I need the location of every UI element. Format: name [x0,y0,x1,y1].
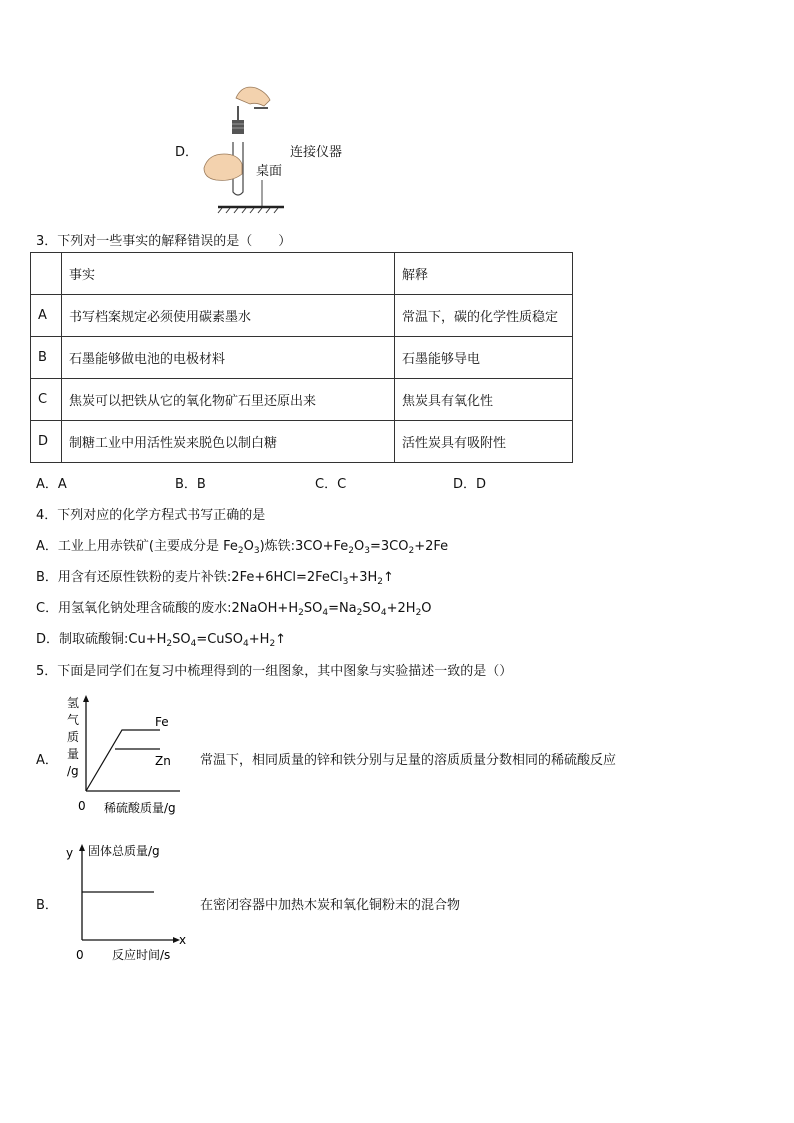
graph-b-origin: 0 [76,948,84,962]
upper-hand-icon [236,87,270,106]
rubber-stopper-icon [232,120,244,134]
row-explain: 石墨能够导电 [395,337,573,379]
table-row [31,379,573,421]
q3-choice-d[interactable]: D．D [453,477,487,492]
graph-a [60,693,200,823]
table-header-cell: 解释 [395,253,573,295]
caption-connect: 连接仪器 [290,145,343,160]
row-key: A [31,295,62,337]
row-fact: 书写档案规定必须使用碳素墨水 [62,295,395,337]
table-row [31,337,573,379]
graph-a-ylabel-char: 质 [67,730,80,744]
caption-desk: 桌面 [256,164,283,179]
graph-a-xlabel: 稀硫酸质量/g [104,801,176,815]
arrow-up-icon [83,695,89,702]
row-explain: 常温下，碳的化学性质稳定 [395,295,573,337]
q4-option-c[interactable]: C．用氢氧化钠处理含硫酸的废水$:2NaOH+H_2SO_4=Na_2SO_4+2H_2O$ [36,601,432,618]
q3-choice-a[interactable]: A．A [36,477,67,492]
table-header-row [31,253,573,295]
q5-option-a-desc: 常温下，相同质量的锌和铁分别与足量的溶质质量分数相同的稀硫酸反应 [200,753,617,768]
table-row [31,295,573,337]
graph-a-zn-label: Zn [155,754,171,768]
q5-option-b-label[interactable]: B． [36,898,58,913]
q4-option-a[interactable]: A．工业上用赤铁矿(主要成分是 $Fe_2O_3$)炼铁$:3CO+Fe_2O_3=3CO_2+2Fe$ [36,539,449,556]
graph-b-x-symbol: x [179,933,187,947]
q3-choice-c[interactable]: C．C [315,477,347,492]
graph-b-xlabel: 反应时间/s [112,948,171,962]
row-fact: 焦炭可以把铁从它的氧化物矿石里还原出来 [62,379,395,421]
arrow-up-icon [79,844,85,851]
row-fact: 制糖工业中用活性炭来脱色以制白糖 [62,421,395,463]
table-header-cell: 事实 [62,253,395,295]
q4-stem: 4．下列对应的化学方程式书写正确的是 [36,508,266,523]
table-row [31,421,573,463]
graph-a-ylabel-char: /g [67,764,79,778]
q3-stem: 3．下列对一些事实的解释错误的是（ ） [36,234,292,249]
graph-a-ylabel-char: 气 [67,713,80,727]
q4-option-b[interactable]: B．用含有还原性铁粉的麦片补铁$:2Fe+6HCl=2FeCl_3+3H_2↑$ [36,570,394,587]
q5-option-a-label[interactable]: A． [36,753,58,768]
graph-a-fe-line [86,730,160,791]
graph-b-y-symbol: y [66,846,74,860]
q3-choice-b[interactable]: B．B [175,477,206,492]
table-header-cell [31,253,62,295]
row-explain: 焦炭具有氧化性 [395,379,573,421]
row-fact: 石墨能够做电池的电极材料 [62,337,395,379]
graph-a-ylabel-char: 量 [67,747,80,761]
graph-a-fe-label: Fe [155,715,169,729]
lower-hand-icon [204,154,242,180]
row-key: D [31,421,62,463]
q5-option-b-desc: 在密闭容器中加热木炭和氧化铜粉末的混合物 [200,898,461,913]
row-key: B [31,337,62,379]
graph-a-ylabel-char: 氢 [67,696,80,710]
graph-b-ylabel: 固体总质量/g [88,844,160,858]
row-explain: 活性炭具有吸附性 [395,421,573,463]
q3-fact-table [30,252,573,463]
row-key: C [31,379,62,421]
graph-a-origin: 0 [78,799,86,813]
apparatus-illustration [196,80,286,215]
q5-stem: 5．下面是同学们在复习中梳理得到的一组图象，其中图象与实验描述一致的是（） [36,664,513,679]
graph-b [60,838,200,966]
q2-option-d-label: D． [175,145,199,160]
q4-option-d[interactable]: D．制取硫酸铜$:Cu+H_2SO_4=CuSO_4+H_2↑$ [36,632,287,649]
